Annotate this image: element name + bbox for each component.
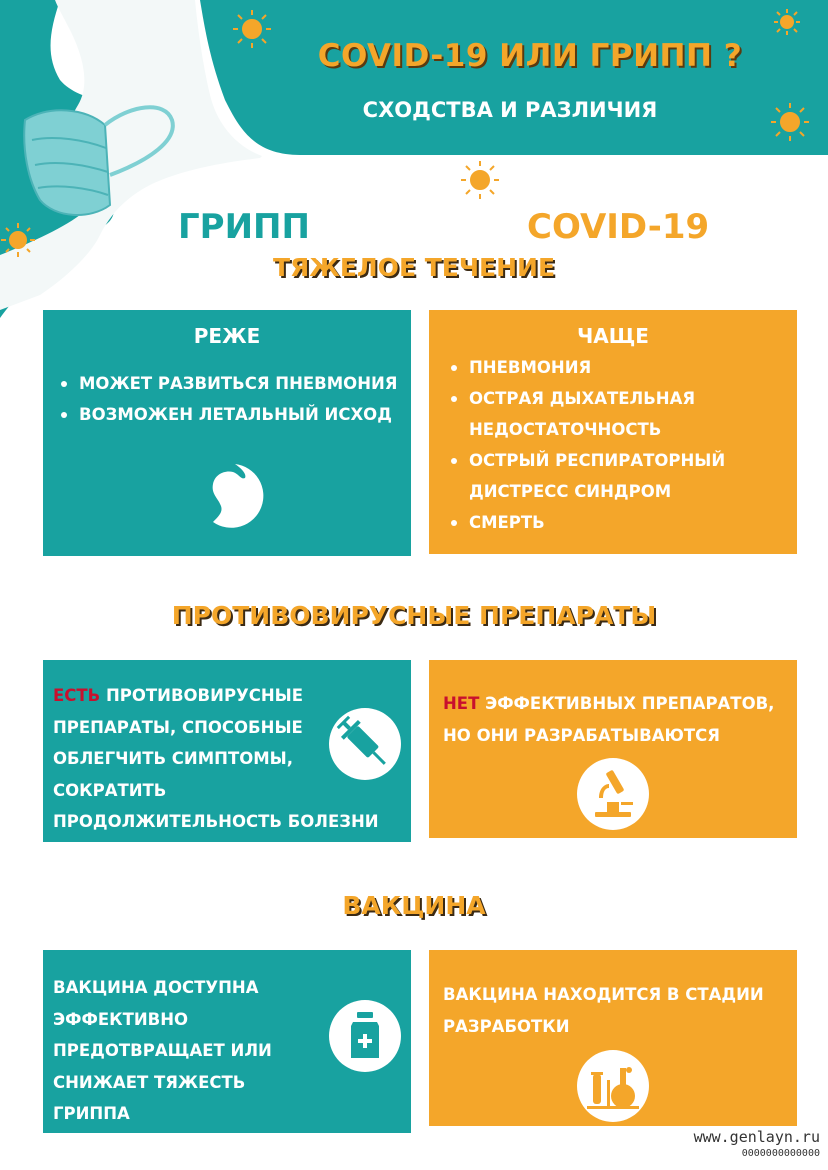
card-text: ВАКЦИНА НАХОДИТСЯ В СТАДИИ РАЗРАБОТКИ	[443, 985, 764, 1036]
footer-url: www.genlayn.ru	[693, 1128, 820, 1146]
list-item: ОСТРЫЙ РЕСПИРАТОРНЫЙ ДИСТРЕСС СИНДРОМ	[449, 445, 769, 507]
page-subtitle: СХОДСТВА И РАЗЛИЧИЯ	[362, 98, 658, 122]
person-head-icon	[199, 460, 271, 532]
card-severe-covid	[429, 310, 797, 554]
section-title-antivirals: ПРОТИВОВИРУСНЫЕ ПРЕПАРАТЫ	[171, 601, 657, 630]
card-vaccine-flu	[43, 950, 411, 1133]
highlight-word: НЕТ	[443, 694, 480, 713]
card-text: ВАКЦИНА ДОСТУПНА ЭФФЕКТИВНО ПРЕДОТВРАЩАЕТ ИЛИ СНИЖАЕТ ТЯЖЕСТЬ ГРИППА	[53, 978, 272, 1123]
bullet-list	[449, 352, 769, 538]
column-heading-flu: ГРИПП	[178, 207, 310, 247]
microscope-icon	[577, 758, 649, 830]
syringe-icon	[329, 708, 401, 780]
card-heading: РЕЖЕ	[193, 324, 261, 348]
lab-flask-icon	[577, 1050, 649, 1122]
list-item: ОСТРАЯ ДЫХАТЕЛЬНАЯ НЕДОСТАТОЧНОСТЬ	[449, 383, 769, 445]
list-item: ВОЗМОЖЕН ЛЕТАЛЬНЫЙ ИСХОД	[59, 399, 411, 430]
card-heading: ЧАЩЕ	[577, 324, 649, 348]
card-text: НЕТ ЭФФЕКТИВНЫХ ПРЕПАРАТОВ, НО ОНИ РАЗРАБАТЫВАЮТСЯ	[443, 694, 775, 745]
highlight-word: ЕСТЬ	[53, 686, 101, 705]
card-antivirals-flu	[43, 660, 411, 842]
footer-code: 0000000000000	[741, 1148, 820, 1159]
card-vaccine-covid	[429, 950, 797, 1126]
card-antivirals-covid	[429, 660, 797, 838]
page-title: COVID-19 ИЛИ ГРИПП ?	[317, 38, 743, 74]
virus-icon	[774, 9, 800, 35]
list-item: ПНЕВМОНИЯ	[449, 352, 769, 383]
column-heading-covid: COVID-19	[527, 207, 710, 247]
card-severe-flu	[43, 310, 411, 556]
section-title-severe: ТЯЖЕЛОЕ ТЕЧЕНИЕ	[272, 253, 556, 282]
medicine-bottle-icon	[329, 1000, 401, 1072]
bullet-list	[59, 368, 411, 430]
card-text: ЕСТЬ ПРОТИВОВИРУСНЫЕ ПРЕПАРАТЫ, СПОСОБНЫЕ ОБЛЕГЧИТЬ СИМПТОМЫ, СОКРАТИТЬ ПРОДОЛЖИТЕЛЬНОСТЬ БОЛЕЗНИ	[53, 686, 379, 831]
list-item: СМЕРТЬ	[449, 507, 769, 538]
section-title-vaccine: ВАКЦИНА	[342, 891, 486, 920]
list-item: МОЖЕТ РАЗВИТЬСЯ ПНЕВМОНИЯ	[59, 368, 411, 399]
